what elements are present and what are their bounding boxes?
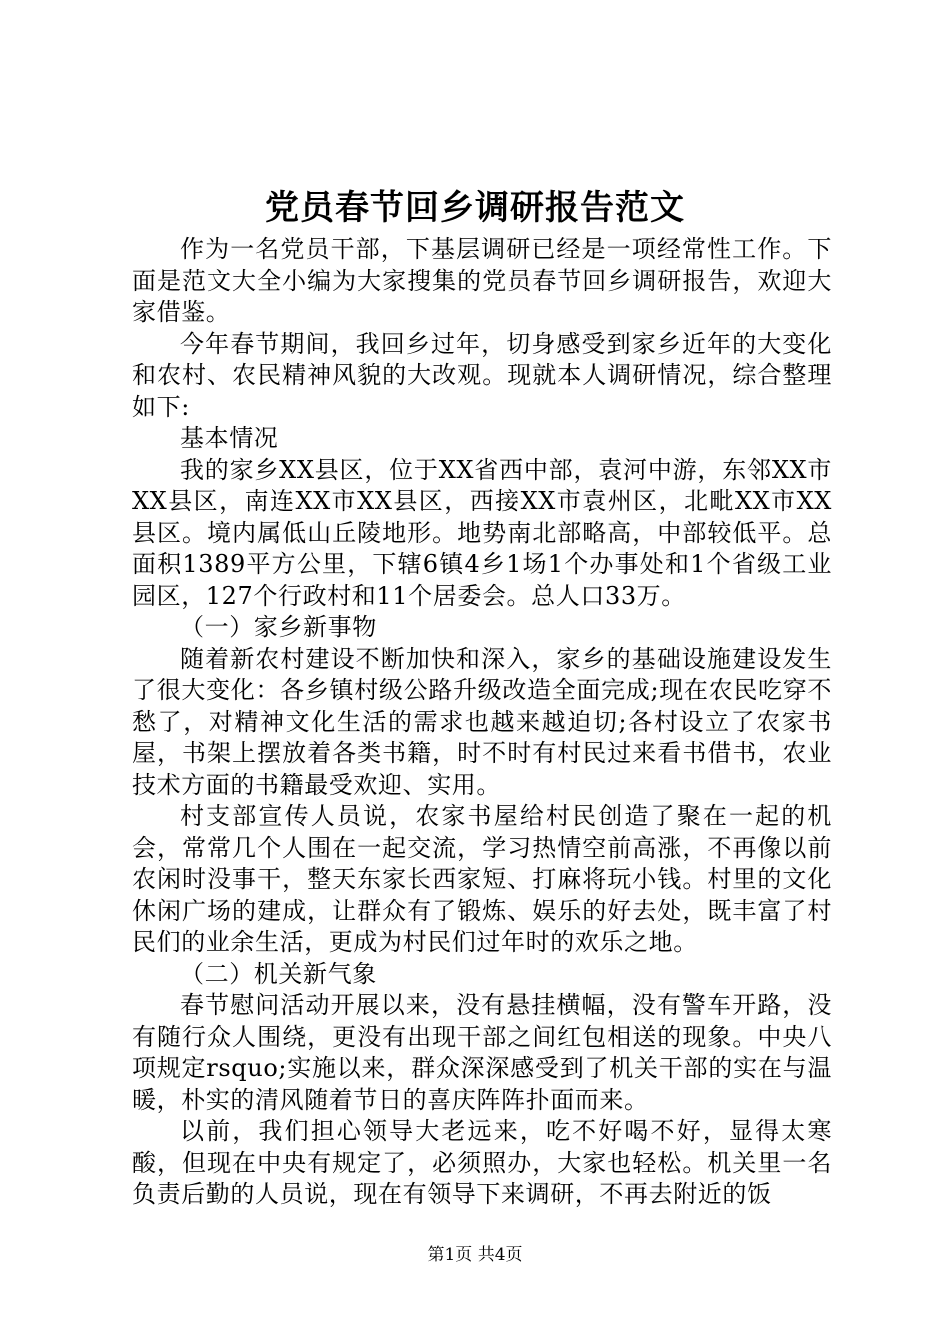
document-body: [132, 234, 832, 1211]
paragraph: 春节慰问活动开展以来，没有悬挂横幅，没有警车开路，没有随行众人围绕，更没有出现干部之间红包相送的现象。中央八项规定rsquo;实施以来，群众深深感受到了机关干部的实在与温暖，朴实的清风随着节日的喜庆阵阵扑面而来。: [132, 991, 832, 1114]
paragraph: 今年春节期间，我回乡过年，切身感受到家乡近年的大变化和农村、农民精神风貌的大改观。现就本人调研情况，综合整理如下:: [132, 329, 832, 421]
paragraph: 我的家乡XX县区，位于XX省西中部，袁河中游，东邻XX市XX县区，南连XX市XX县区，西接XX市袁州区，北毗XX市XX县区。境内属低山丘陵地形。地势南北部略高，中部较低平。总面积1389平方公里，下辖6镇4乡1场1个办事处和1个省级工业园区，127个行政村和11个居委会。总人口33万。: [132, 455, 832, 610]
page-number-footer: 第1页 共4页: [427, 1245, 523, 1265]
section-heading: （一）家乡新事物: [180, 613, 377, 641]
section-heading: 基本情况: [180, 424, 279, 452]
paragraph: 作为一名党员干部，下基层调研已经是一项经常性工作。下面是范文大全小编为大家搜集的党员春节回乡调研报告，欢迎大家借鉴。: [132, 235, 832, 326]
paragraph: 以前，我们担心领导大老远来，吃不好喝不好，显得太寒酸，但现在中央有规定了，必须照办，大家也轻松。机关里一名负责后勤的人员说，现在有领导下来调研，不再去附近的饭: [132, 1117, 832, 1208]
paragraph: 村支部宣传人员说，农家书屋给村民创造了聚在一起的机会，常常几个人围在一起交流，学习热情空前高涨，不再像以前农闲时没事干，整天东家长西家短、打麻将玩小钱。村里的文化休闲广场的建成，让群众有了锻炼、娱乐的好去处，既丰富了村民们的业余生活，更成为村民们过年时的欢乐之地。: [132, 802, 832, 956]
paragraph: 随着新农村建设不断加快和深入，家乡的基础设施建设发生了很大变化：各乡镇村级公路升级改造全面完成;现在农民吃穿不愁了，对精神文化生活的需求也越来越迫切;各村设立了农家书屋，书架上摆放着各类书籍，时不时有村民过来看书借书，农业技术方面的书籍最受欢迎、实用。: [132, 644, 832, 799]
section-heading: （二）机关新气象: [180, 959, 377, 988]
document-title: 党员春节回乡调研报告范文: [265, 188, 685, 228]
